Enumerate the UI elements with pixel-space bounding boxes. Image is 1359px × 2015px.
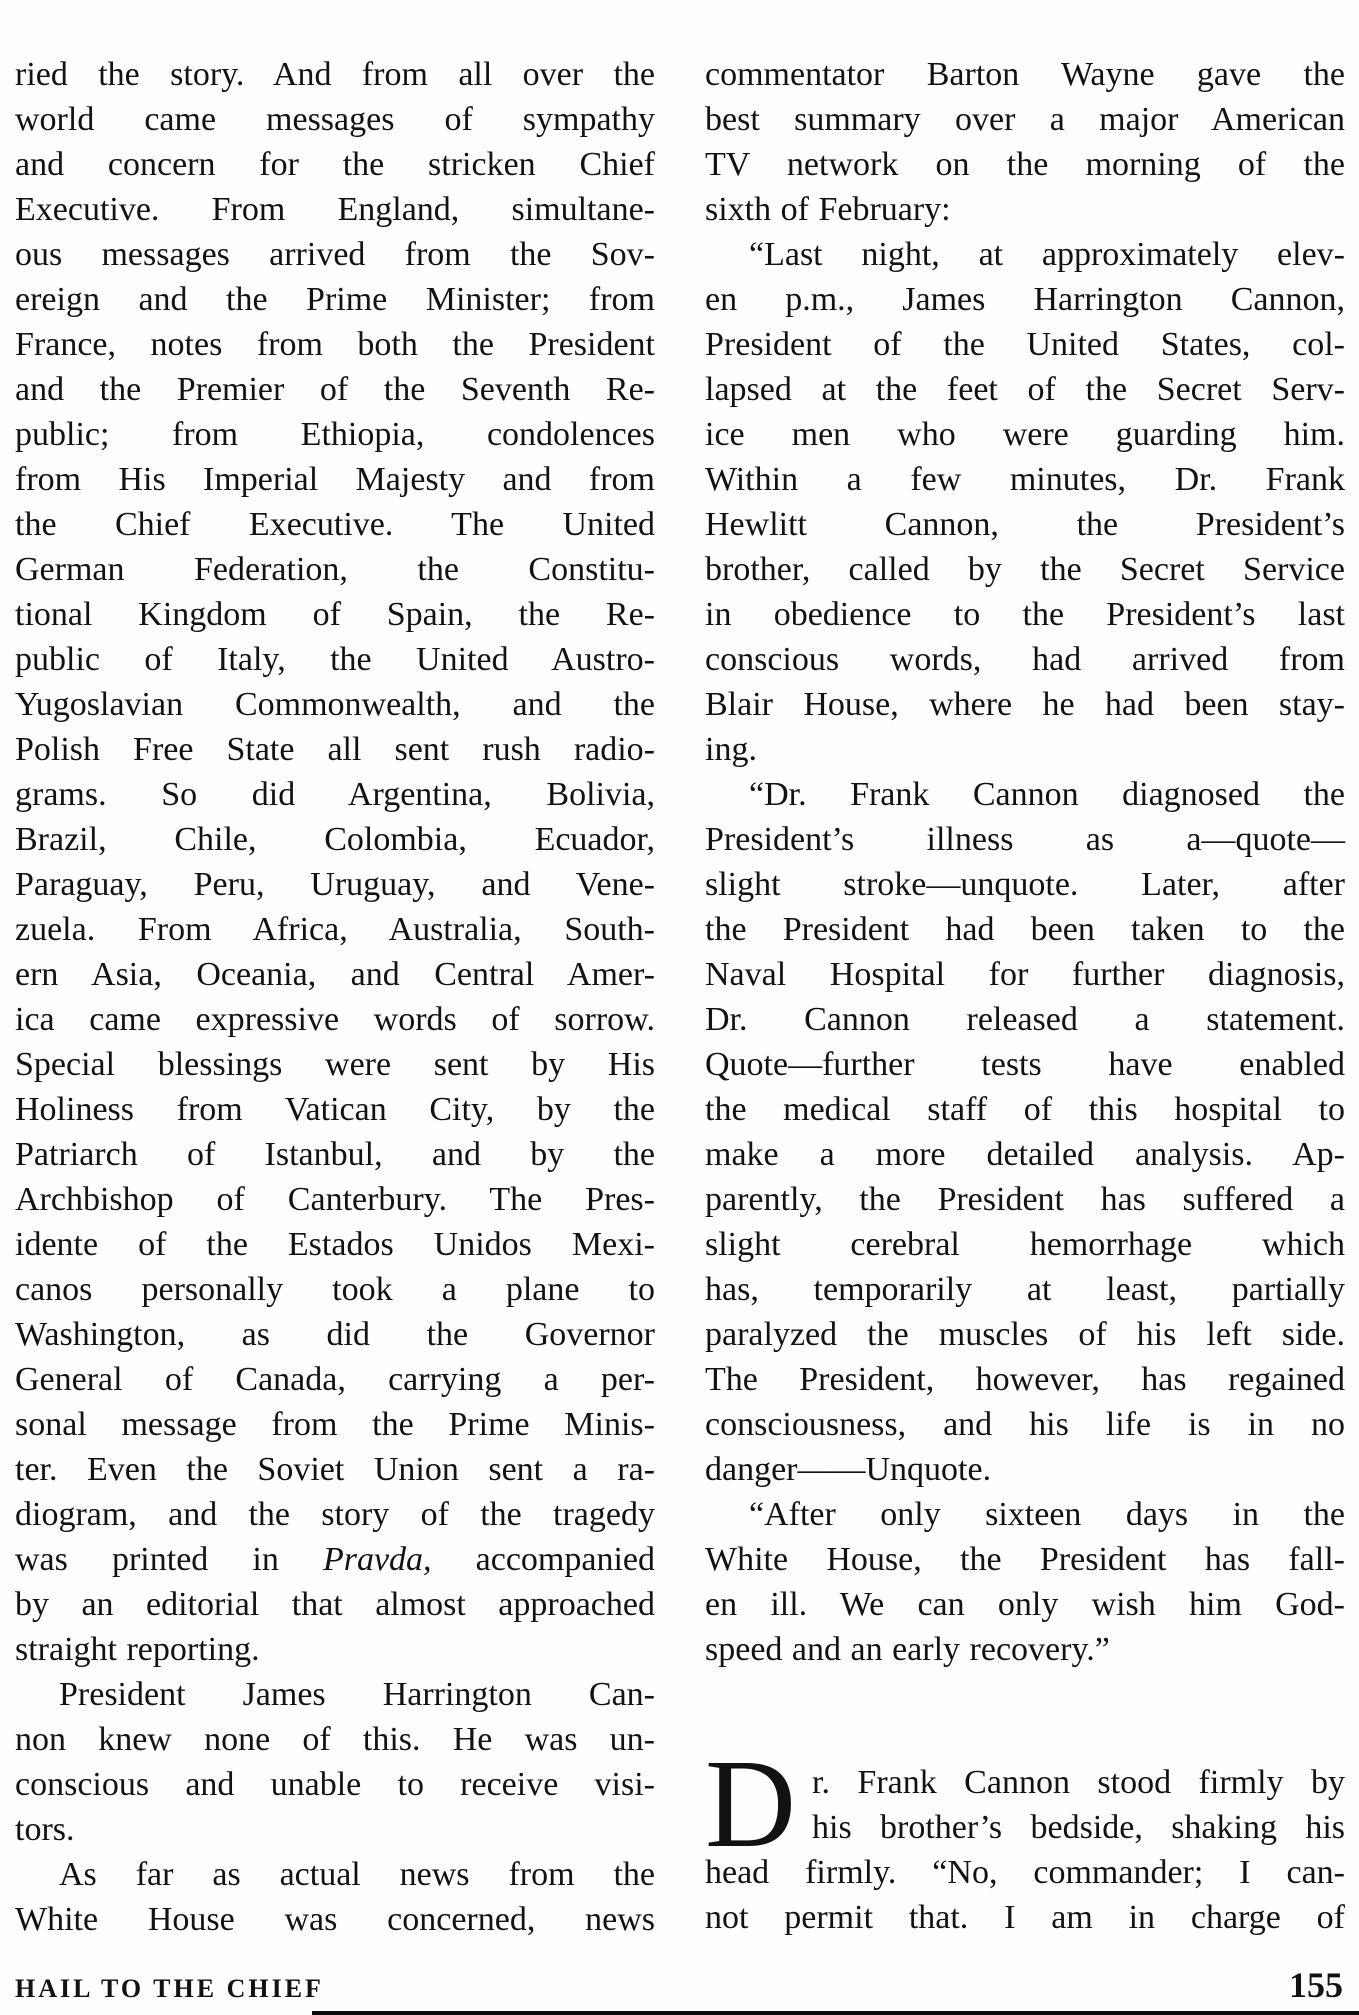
text-line: Quote—further tests have enabled [705, 1046, 1345, 1083]
text-line: world came messages of sympathy [15, 101, 655, 138]
text-line: public; from Ethiopia, condolences [15, 416, 655, 453]
text-line: ter. Even the Soviet Union sent a ra- [15, 1451, 655, 1488]
text-line: lapsed at the feet of the Secret Serv- [705, 371, 1345, 408]
text-line: France, notes from both the President [15, 326, 655, 363]
text-line: from His Imperial Majesty and from [15, 461, 655, 498]
text-line: President’s illness as a—quote— [705, 821, 1345, 858]
text-line: Polish Free State all sent rush radio- [15, 731, 655, 768]
text-line: best summary over a major American [705, 101, 1345, 138]
text-line: non knew none of this. He was un- [15, 1721, 655, 1758]
text-line: and concern for the stricken Chief [15, 146, 655, 183]
text-line: TV network on the morning of the [705, 146, 1345, 183]
text-line: sonal message from the Prime Minis- [15, 1406, 655, 1443]
paragraph [705, 232, 1345, 772]
text-line: ous messages arrived from the Sov- [15, 236, 655, 273]
text-line: has, temporarily at least, partially [705, 1271, 1345, 1308]
paragraph [705, 1735, 1345, 1940]
text-line: make a more detailed analysis. Ap- [705, 1136, 1345, 1173]
text-line: Washington, as did the Governor [15, 1316, 655, 1353]
paragraph [705, 52, 1345, 232]
text-line: German Federation, the Constitu- [15, 551, 655, 588]
text-line: public of Italy, the United Austro- [15, 641, 655, 678]
text-line: the Chief Executive. The United [15, 506, 655, 543]
text-line: conscious and unable to receive visi- [15, 1766, 655, 1803]
drop-cap: D [705, 1735, 796, 1874]
text-line: commentator Barton Wayne gave the [705, 56, 1345, 93]
text-line: Blair House, where he had been stay- [705, 686, 1345, 723]
text-line: consciousness, and his life is in no [705, 1406, 1345, 1443]
text-line: parently, the President has suffered a [705, 1181, 1345, 1218]
text-line: Yugoslavian Commonwealth, and the [15, 686, 655, 723]
text-line: in obedience to the President’s last [705, 596, 1345, 633]
text-line: en p.m., James Harrington Cannon, [705, 281, 1345, 318]
text-line: the medical staff of this hospital to [705, 1091, 1345, 1128]
text-column-right [705, 52, 1345, 1942]
text-line: ried the story. And from all over the [15, 56, 655, 93]
paragraph [705, 772, 1345, 1492]
text-line: r. Frank Cannon stood firmly by [812, 1764, 1345, 1801]
text-line: “Dr. Frank Cannon diagnosed the [749, 776, 1345, 813]
text-line: Brazil, Chile, Colombia, Ecuador, [15, 821, 655, 858]
text-line: ica came expressive words of sorrow. [15, 1001, 655, 1038]
text-line: by an editorial that almost approached [15, 1586, 655, 1623]
two-column-text-block [15, 52, 1345, 1942]
text-line: tors. [15, 1811, 75, 1848]
text-line: en ill. We can only wish him God- [705, 1586, 1345, 1623]
text-line: sixth of February: [705, 191, 951, 228]
text-line: Special blessings were sent by His [15, 1046, 655, 1083]
text-line: ereign and the Prime Minister; from [15, 281, 655, 318]
text-line: As far as actual news from the [59, 1856, 655, 1893]
text-line: Naval Hospital for further diagnosis, [705, 956, 1345, 993]
text-line: brother, called by the Secret Service [705, 551, 1345, 588]
text-line: Executive. From England, simultane- [15, 191, 655, 228]
text-line: canos personally took a plane to [15, 1271, 655, 1308]
text-line: White House, the President has fall- [705, 1541, 1345, 1578]
text-line: White House was concerned, news [15, 1901, 655, 1938]
text-line: speed and an early recovery.” [705, 1631, 1110, 1668]
page-number: 155 [1289, 1965, 1343, 2005]
text-column-left [15, 52, 655, 1942]
text-line: Archbishop of Canterbury. The Pres- [15, 1181, 655, 1218]
page-footer [15, 1964, 1343, 2006]
paragraph [15, 52, 655, 1672]
text-line: Within a few minutes, Dr. Frank [705, 461, 1345, 498]
text-line: tional Kingdom of Spain, the Re- [15, 596, 655, 633]
text-line: zuela. From Africa, Australia, South- [15, 911, 655, 948]
text-line: his brother’s bedside, shaking his [812, 1809, 1345, 1846]
text-line: Dr. Cannon released a statement. [705, 1001, 1345, 1038]
paragraph [705, 1492, 1345, 1672]
text-line: the President had been taken to the [705, 911, 1345, 948]
running-title: HAIL TO THE CHIEF [15, 1974, 324, 2003]
text-line: Holiness from Vatican City, by the [15, 1091, 655, 1128]
text-line: General of Canada, carrying a per- [15, 1361, 655, 1398]
text-line: The President, however, has regained [705, 1361, 1345, 1398]
text-line: President of the United States, col- [705, 326, 1345, 363]
paragraph [15, 1852, 655, 1942]
text-line: diogram, and the story of the tragedy [15, 1496, 655, 1533]
text-line: slight stroke—unquote. Later, after [705, 866, 1345, 903]
text-line: head firmly. “No, commander; I can- [705, 1854, 1345, 1891]
paragraph [15, 1672, 655, 1852]
text-line: “After only sixteen days in the [749, 1496, 1345, 1533]
text-line: and the Premier of the Seventh Re- [15, 371, 655, 408]
text-line: Patriarch of Istanbul, and by the [15, 1136, 655, 1173]
text-line: idente of the Estados Unidos Mexi- [15, 1226, 655, 1263]
text-line: ing. [705, 731, 757, 768]
text-line: danger——Unquote. [705, 1451, 992, 1488]
text-line: paralyzed the muscles of his left side. [705, 1316, 1345, 1353]
text-line: Paraguay, Peru, Uruguay, and Vene- [15, 866, 655, 903]
text-line: was printed in Pravda, accompanied [15, 1541, 655, 1578]
text-line: ern Asia, Oceania, and Central Amer- [15, 956, 655, 993]
text-line: not permit that. I am in charge of [705, 1899, 1345, 1936]
text-line: Hewlitt Cannon, the President’s [705, 506, 1345, 543]
text-line: slight cerebral hemorrhage which [705, 1226, 1345, 1263]
text-line: “Last night, at approximately elev- [749, 236, 1345, 273]
scan-edge-artifact [312, 2011, 1359, 2015]
text-line: President James Harrington Can- [59, 1676, 655, 1713]
text-line: ice men who were guarding him. [705, 416, 1345, 453]
text-line: grams. So did Argentina, Bolivia, [15, 776, 655, 813]
text-line: straight reporting. [15, 1631, 260, 1668]
text-line: conscious words, had arrived from [705, 641, 1345, 678]
